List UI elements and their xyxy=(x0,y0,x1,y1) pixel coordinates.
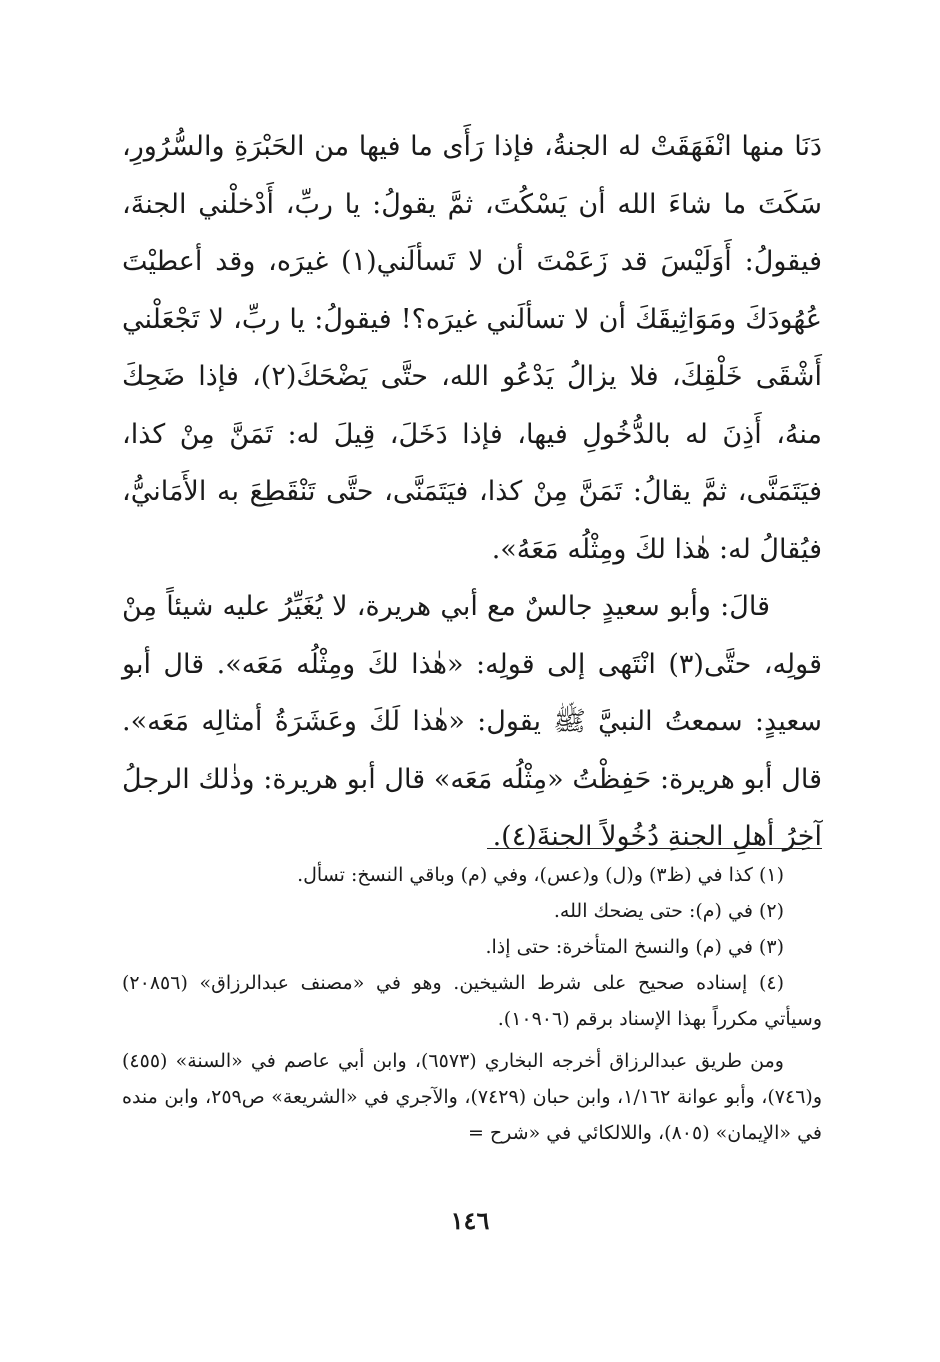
footnote-4-continuation: ومن طريق عبدالرزاق أخرجه البخاري (٦٥٧٣)، وابن أبي عاصم في «السنة» (٤٥٥) و(٧٤٦)، وأبو عوانة ١/١٦٢، وابن حبان (٧٤٢٩)، والآجري في «الشريعة» ص٢٥٩، وابن منده في «الإيمان» (٨٠٥)، واللالكائي في «شرح = xyxy=(122,1050,823,1144)
paragraph-text: قالَ: وأبو سعيدٍ جالسٌ مع أبي هريرة، لا يُغَيِّرُ عليه شيئاً مِنْ قولِه، حتَّى(٣) انْتَهى إلى قولِه: «هٰذا لكَ ومِثْلُه مَعَه». قال أبو سعيدٍ: سمعتُ النبيَّ ﷺ يقول: «هٰذا لَكَ وعَشَرَةُ أمثالِه مَعَه». قال أبو هريرة: حَفِظْتُ «مِثْلُه مَعَه» قال أبو هريرة: وذٰلك الرجلُ آخِرُ أهلِ الجنةِ دُخُولاً الجنةَ(٤). xyxy=(122,591,823,852)
footnotes xyxy=(122,857,822,1151)
paragraph-text: دَنَا منها انْفَهَقَتْ له الجنةُ، فإذا رَأَى ما فيها من الحَبْرَةِ والسُّرُورِ، سَكَتَ ما شاءَ الله أن يَسْكُتَ، ثمَّ يقولُ: يا ربِّ، أَدْخلْني الجنةَ، فيقولُ: أَوَلَيْسَ قد زَعَمْتَ أن لا تَسألَني(١) غيرَه، وقد أعطيْتَ عُهُودَكَ ومَوَاثِيقَكَ أن لا تسألَني غيرَه؟! فيقولُ: يا ربِّ، لا تَجْعَلْني أَشْقَى خَلْقِكَ، فلا يزالُ يَدْعُو الله، حتَّى يَضْحَكَ(٢)، فإذا ضَحِكَ منهُ، أَذِنَ له بالدُّخُولِ فيها، فإذا دَخَلَ، قِيلَ له: تَمَنَّ مِنْ كذا، فيَتَمَنَّى، ثمَّ يقالُ: تَمَنَّ مِنْ كذا، فيَتَمَنَّى، حتَّى تَنْقَطِعَ به الأَمَانيُّ، فيُقالُ له: هٰذا لكَ ومِثْلُه مَعَهُ». xyxy=(122,131,823,565)
footnote-divider xyxy=(487,848,822,849)
footnote-1: (١) كذا في (ظ٣) و(ل) و(عس)، وفي (م) وباقي النسخ: تسأل. xyxy=(297,864,784,886)
footnote-4: (٤) إسناده صحيح على شرط الشيخين. وهو في «مصنف عبدالرزاق» (٢٠٨٥٦) وسيأتي مكرراً بهذا الإسناد برقم (١٠٩٠٦). xyxy=(122,972,822,1030)
page-number: ١٤٦ xyxy=(450,1206,490,1235)
main-text xyxy=(122,118,822,866)
footnote-3: (٣) في (م) والنسخ المتأخرة: حتى إذا. xyxy=(485,936,784,958)
footnote-2: (٢) في (م): حتى يضحك الله. xyxy=(553,900,784,922)
paragraph xyxy=(122,118,822,578)
paragraph xyxy=(122,578,822,866)
